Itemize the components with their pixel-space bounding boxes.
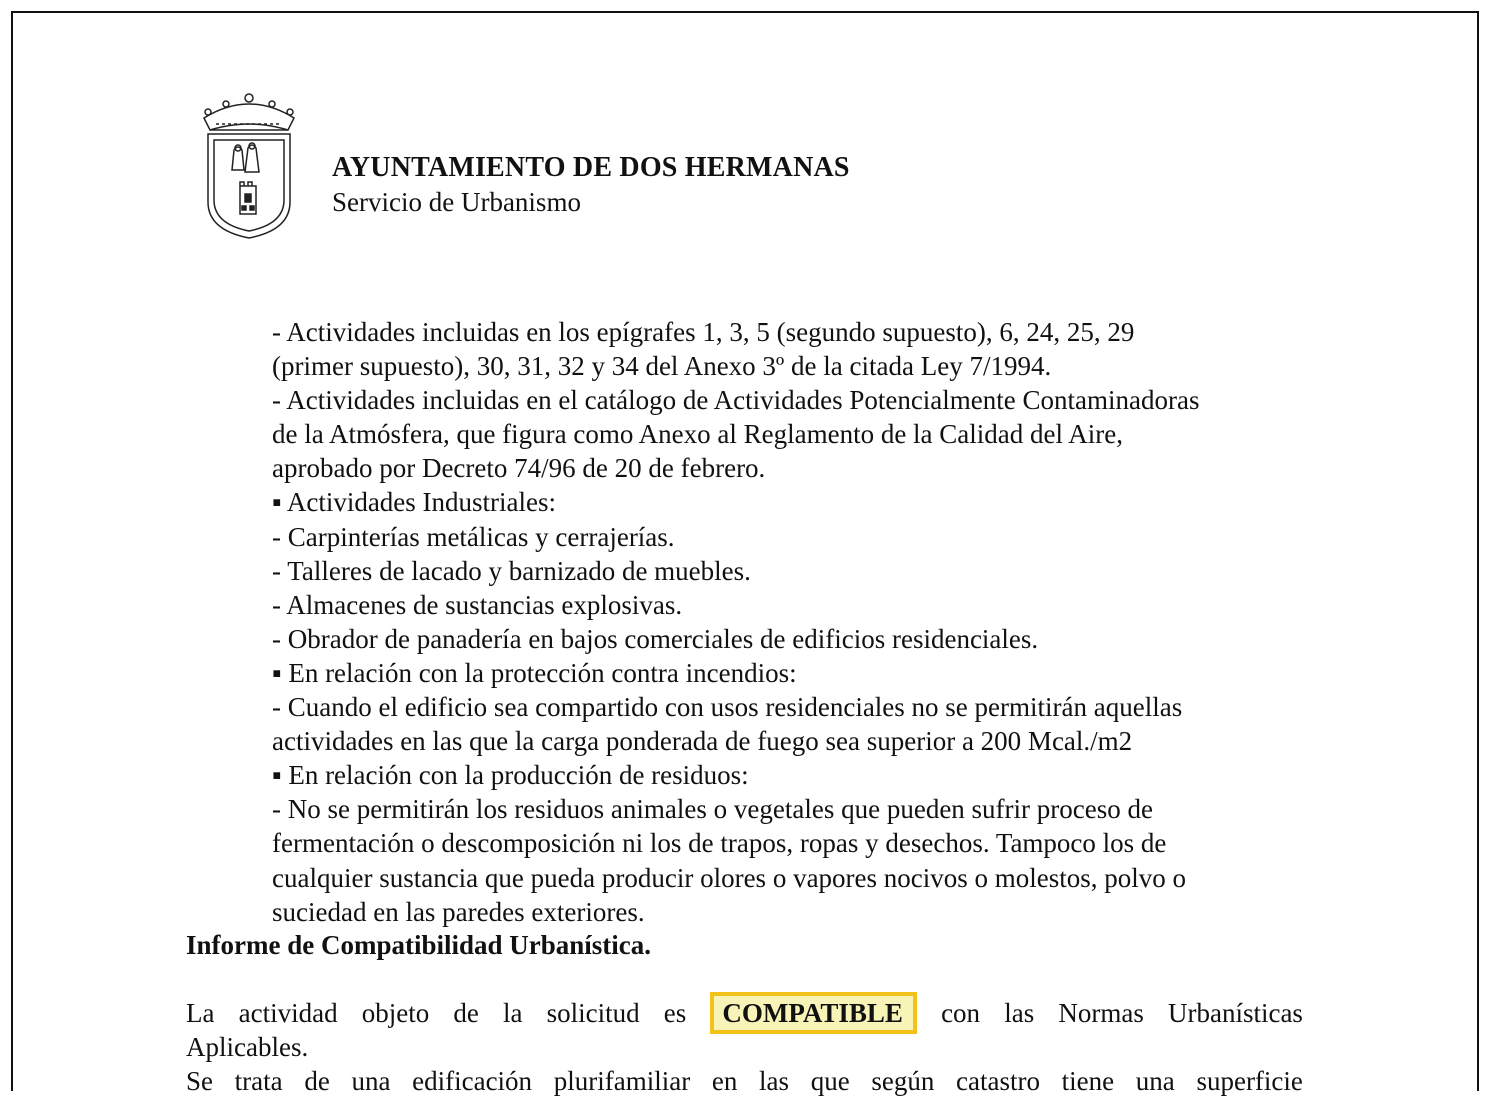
report-heading: Informe de Compatibilidad Urbanística. xyxy=(186,930,652,960)
result-word: Urbanísticas xyxy=(1167,998,1303,1028)
body-line: - Carpinterías metálicas y cerrajerías. xyxy=(272,521,675,552)
result-word: las xyxy=(1004,998,1035,1028)
body-line: ▪ En relación con la protección contra incendios: xyxy=(272,657,797,688)
body-line: ▪ Actividades Industriales: xyxy=(272,487,557,518)
body-line: - Obrador de panadería en bajos comerciales de edificios residenciales. xyxy=(272,623,1039,654)
body-line: aprobado por Decreto 74/96 de 20 de febrero. xyxy=(272,453,766,484)
municipal-coat-of-arms-icon xyxy=(196,90,302,240)
result-word: es xyxy=(663,998,687,1028)
result-word: actividad xyxy=(238,998,338,1028)
body-line: actividades en las que la carga ponderada de fuego sea superior a 200 Mcal./m2 xyxy=(272,726,1133,757)
letterhead xyxy=(332,150,850,218)
result-word: objeto xyxy=(361,998,430,1028)
body-line: ▪ En relación con la producción de residuos: xyxy=(272,760,749,791)
cutoff-word: de xyxy=(304,1066,330,1096)
result-word: la xyxy=(503,998,523,1028)
cutoff-word: trata xyxy=(234,1066,283,1096)
body-line: - Talleres de lacado y barnizado de muebles. xyxy=(272,555,751,586)
result-line xyxy=(186,996,1303,1030)
body-line: - No se permitirán los residuos animales o vegetales que pueden sufrir proceso de xyxy=(272,794,1153,825)
cutoff-word: una xyxy=(351,1066,391,1096)
result-word: Normas xyxy=(1058,998,1144,1028)
cutoff-word: plurifamiliar xyxy=(553,1066,691,1096)
department-name: Servicio de Urbanismo xyxy=(332,187,581,217)
body-line: - Actividades incluidas en los epígrafes 1, 3, 5 (segundo supuesto), 6, 24, 25, 29 xyxy=(272,317,1135,347)
result-word: La xyxy=(186,998,215,1028)
body-line: de la Atmósfera, que figura como Anexo al Reglamento de la Calidad del Aire, xyxy=(272,419,1123,450)
cutoff-word: tiene xyxy=(1061,1066,1115,1096)
cutoff-word: Se xyxy=(186,1066,213,1096)
body-line: - Almacenes de sustancias explosivas. xyxy=(272,589,683,620)
cutoff-word: que xyxy=(810,1066,850,1096)
cutoff-word: las xyxy=(759,1066,790,1096)
cutoff-word: superficie xyxy=(1196,1066,1303,1096)
activity-list xyxy=(272,315,1312,929)
result-line-2: Aplicables. xyxy=(186,1032,309,1062)
compatibility-status-badge: COMPATIBLE xyxy=(710,992,917,1034)
body-line: suciedad en las paredes exteriores. xyxy=(272,896,645,927)
body-line: fermentación o descomposición ni los de trapos, ropas y desechos. Tampoco los de xyxy=(272,828,1167,859)
body-line: - Actividades incluidas en el catálogo de Actividades Potencialmente Contaminadoras xyxy=(272,385,1200,416)
cutoff-word: catastro xyxy=(956,1066,1040,1096)
cutoff-word: según xyxy=(871,1066,935,1096)
body-line: (primer supuesto), 30, 31, 32 y 34 del Anexo 3º de la citada Ley 7/1994. xyxy=(272,351,1052,382)
cutoff-line xyxy=(186,1064,1303,1098)
result-word: con xyxy=(941,998,981,1028)
organization-name: AYUNTAMIENTO DE DOS HERMANAS xyxy=(332,152,850,183)
cutoff-word: edificación xyxy=(412,1066,533,1096)
body-line: cualquier sustancia que pueda producir olores o vapores nocivos o molestos, polvo o xyxy=(272,862,1187,893)
compatibility-result xyxy=(186,996,1303,1098)
cutoff-word: una xyxy=(1135,1066,1175,1096)
body-line: - Cuando el edificio sea compartido con usos residenciales no se permitirán aquellas xyxy=(272,692,1183,723)
result-word: de xyxy=(453,998,479,1028)
cutoff-word: en xyxy=(711,1066,738,1096)
result-word: solicitud xyxy=(546,998,640,1028)
